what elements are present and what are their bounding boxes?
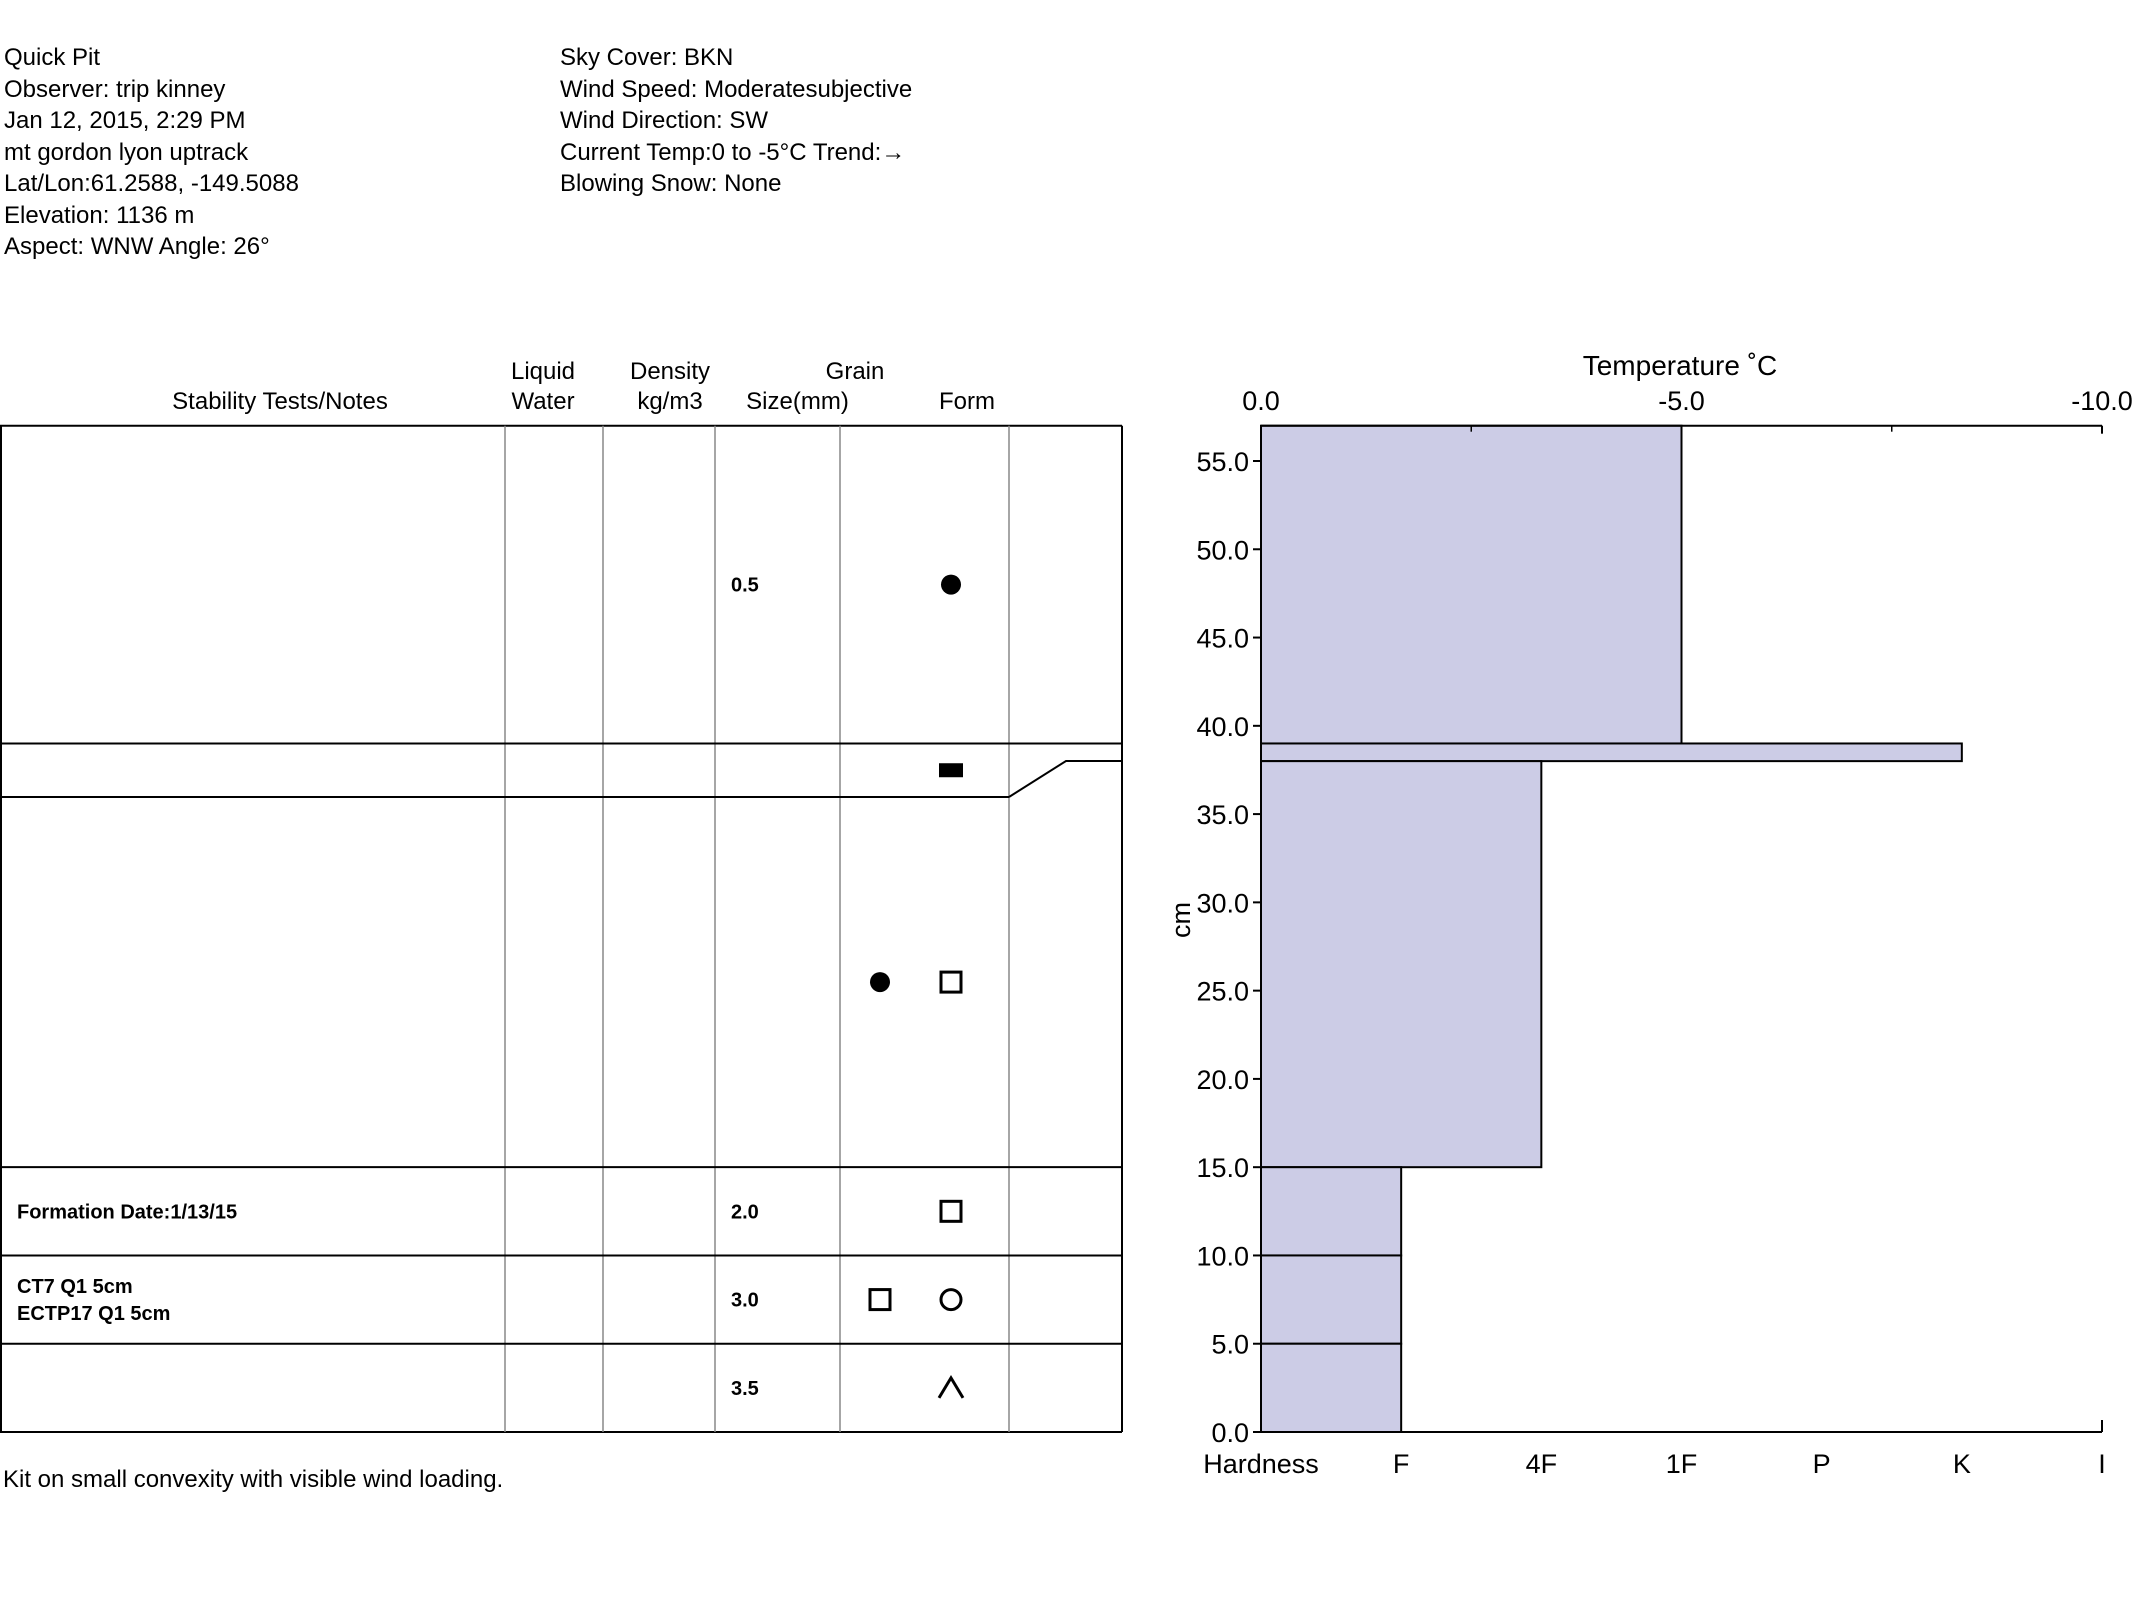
depth-tick-label: 40.0 xyxy=(1196,711,1249,742)
stability-note: ECTP17 Q1 5cm xyxy=(17,1303,171,1326)
pit-info-line: mt gordon lyon uptrack xyxy=(4,138,249,166)
weather-info-line: Blowing Snow: None xyxy=(560,170,782,197)
depth-tick-label: 15.0 xyxy=(1196,1153,1249,1184)
liquid-water-header: Liquid Water xyxy=(510,358,576,415)
depth-tick-label: 10.0 xyxy=(1196,1241,1249,1272)
weather-info-line: Wind Speed: Moderatesubjective xyxy=(560,75,913,103)
hardness-tick-label: I xyxy=(2098,1449,2106,1479)
mixed-form-icon xyxy=(941,1290,961,1310)
round-grain-icon xyxy=(941,575,961,595)
hardness-tick-label: K xyxy=(1952,1449,1971,1479)
hardness-bar xyxy=(1261,1167,1401,1255)
stability-note: Formation Date:1/13/15 xyxy=(17,1201,238,1224)
hardness-tick-label: 1F xyxy=(1665,1449,1698,1479)
grain-header: Grain xyxy=(825,358,885,385)
hardness-tick-label: P xyxy=(1812,1449,1831,1479)
hardness-bar xyxy=(1261,426,1682,744)
temp-tick-label: 0.0 xyxy=(1242,386,1280,416)
pit-info-line: Quick Pit xyxy=(4,44,101,71)
depth-tick-label: 20.0 xyxy=(1196,1064,1249,1095)
depth-tick-label: 30.0 xyxy=(1196,888,1249,919)
temp-tick-label: -5.0 xyxy=(1658,386,1705,416)
pit-info-line: Jan 12, 2015, 2:29 PM xyxy=(4,107,246,134)
weather-info-line: Wind Direction: SW xyxy=(560,107,769,134)
pit-info-line: Elevation: 1136 m xyxy=(4,201,195,229)
facet-square-icon xyxy=(941,1201,961,1221)
weather-info-line: Current Temp:0 to -5°C Trend:→ xyxy=(560,138,906,166)
depth-tick-label: 0.0 xyxy=(1211,1418,1249,1448)
depth-tick-label: 50.0 xyxy=(1196,535,1249,566)
temp-axis-title: Temperature ˚C xyxy=(1582,350,1778,381)
weather-info-line: Sky Cover: BKN xyxy=(560,44,734,71)
footer-note: Kit on small convexity with visible wind loading. xyxy=(3,1466,504,1493)
hardness-tick-label: F xyxy=(1392,1449,1410,1479)
grain-size-value: 3.5 xyxy=(731,1377,759,1400)
hardness-bar xyxy=(1261,761,1541,1167)
layer-connector-line xyxy=(1009,761,1122,797)
grain-size-value: 2.0 xyxy=(731,1201,759,1224)
depth-tick-label: 35.0 xyxy=(1196,800,1249,831)
facet-square-icon xyxy=(870,1290,890,1310)
depth-tick-label: 5.0 xyxy=(1211,1329,1249,1360)
hardness-bar xyxy=(1261,1255,1401,1343)
grain-size-header: Size(mm) xyxy=(746,388,849,415)
grain-size-value: 0.5 xyxy=(731,574,759,597)
hardness-bar xyxy=(1261,1344,1401,1432)
temp-tick-label: -10.0 xyxy=(2071,386,2133,416)
hardness-bar xyxy=(1261,743,1962,761)
stability-header: Stability Tests/Notes xyxy=(172,388,388,415)
round-grain-icon xyxy=(870,972,890,992)
grain-size-value: 3.0 xyxy=(731,1289,759,1312)
depth-tick-label: 25.0 xyxy=(1196,976,1249,1007)
ice-layer-icon xyxy=(939,763,963,777)
depth-tick-label: 45.0 xyxy=(1196,623,1249,654)
depth-hoar-icon xyxy=(939,1378,963,1398)
depth-axis-label: cm xyxy=(1166,902,1196,939)
pit-info-line: Aspect: WNW Angle: 26° xyxy=(4,233,270,260)
pit-info-line: Observer: trip kinney xyxy=(4,75,226,103)
pit-info-line: Lat/Lon:61.2588, -149.5088 xyxy=(4,170,299,197)
density-header: Density kg/m3 xyxy=(629,358,711,415)
form-header: Form xyxy=(939,388,995,415)
depth-tick-label: 55.0 xyxy=(1196,447,1249,477)
facet-square-icon xyxy=(941,972,961,992)
hardness-axis-label: Hardness xyxy=(1203,1449,1319,1479)
hardness-tick-label: 4F xyxy=(1525,1449,1558,1479)
stability-note: CT7 Q1 5cm xyxy=(17,1276,133,1299)
